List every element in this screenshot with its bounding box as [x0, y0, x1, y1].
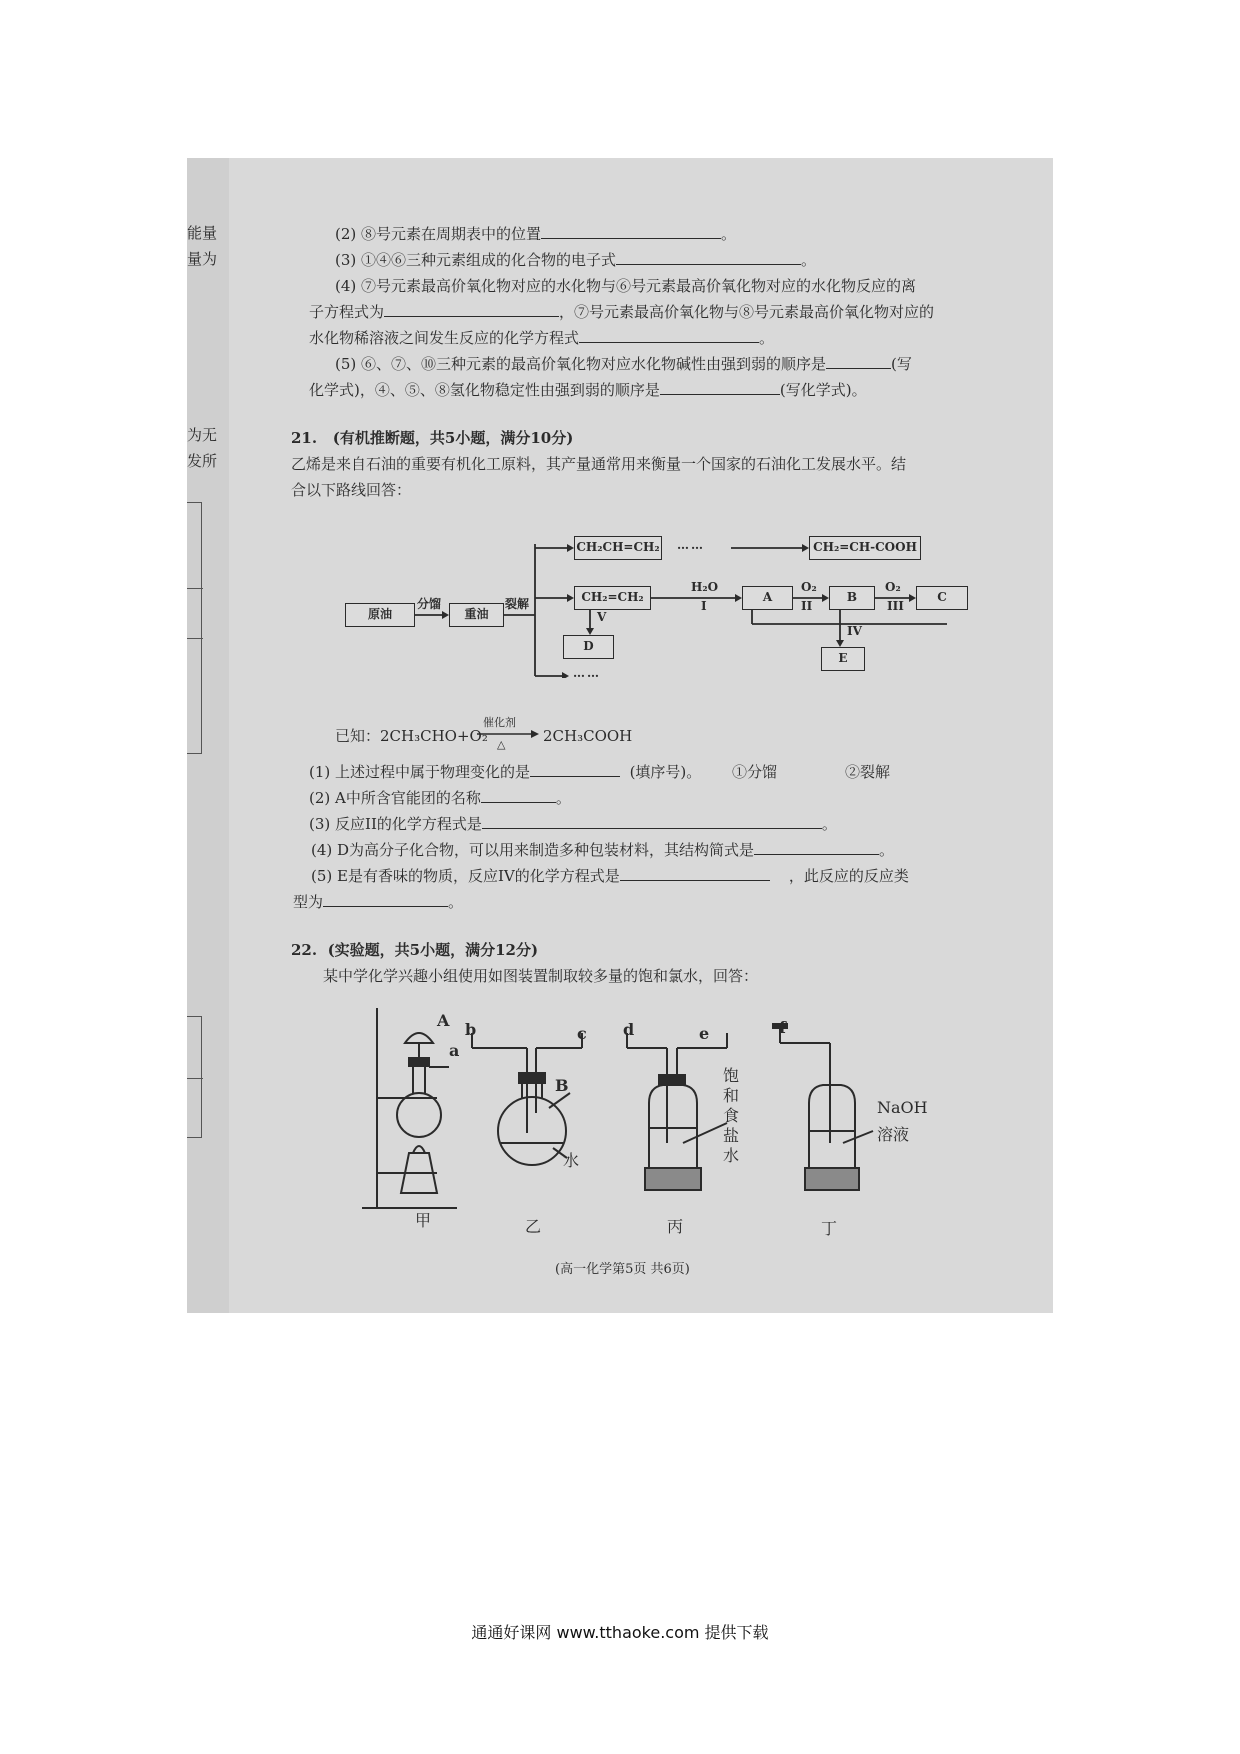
q21-sub5-text: ，此反应的反应类	[788, 867, 909, 885]
cracking-label: 裂解	[505, 597, 530, 611]
edge-text-4: 发所	[187, 452, 218, 470]
label-b: b	[465, 1020, 477, 1039]
label-B: B	[555, 1076, 569, 1095]
caption-yi: 乙	[525, 1217, 542, 1236]
answer-blank	[754, 840, 879, 855]
caption-ding: 丁	[821, 1219, 838, 1238]
step-ii-label: II	[801, 599, 813, 613]
label-brine: 饱和食盐水	[723, 1066, 740, 1165]
compound-b-box: B	[829, 586, 875, 610]
compound-d-box: D	[563, 635, 614, 659]
label-e: e	[699, 1024, 710, 1043]
water-reagent: H₂O	[691, 580, 719, 594]
heavy-oil-box: 重油	[449, 603, 504, 627]
propene-box: CH₂CH=CH₂	[574, 536, 662, 560]
compound-e-box: E	[821, 647, 865, 671]
q21-intro-line2: 合以下路线回答：	[291, 481, 412, 499]
edge-text-3: 为无	[187, 426, 218, 444]
q21-sub5-text: 。	[448, 893, 464, 911]
site-footer: 通通好课网 www.tthaoke.com 提供下载	[471, 1623, 769, 1642]
q21-sub5-text: (5) E是有香味的物质，反应IV的化学方程式是	[311, 867, 620, 885]
q21-sub4-text: 。	[879, 841, 895, 859]
q20-part4-line3: 水化物稀溶液之间发生反应的化学方程式 。	[309, 329, 775, 347]
compound-c-box: C	[916, 586, 968, 610]
q21-sub5-line2	[293, 892, 463, 912]
label-f: f	[779, 1018, 786, 1037]
q21-header: (有机推断题，共5小题，满分10分)	[332, 429, 574, 447]
q21-sub1-text: (1) 上述过程中属于物理变化的是	[309, 763, 531, 781]
q20-part2: (2) ⑧号元素在周期表中的位置 。	[335, 225, 737, 243]
q20-part3: (3) ①④⑥三种元素组成的化合物的电子式 。	[335, 251, 817, 269]
q20-part3-text: (3) ①④⑥三种元素组成的化合物的电子式	[335, 251, 617, 269]
ethene-box: CH₂=CH₂	[574, 586, 651, 610]
option-cracking: ②裂解	[845, 763, 891, 781]
step-iv-label: IV	[847, 624, 862, 638]
step-v-label: V	[597, 610, 607, 624]
step-i-label: I	[701, 599, 707, 613]
q22-number: 22.	[291, 941, 318, 959]
oxygen-reagent-2: O₂	[885, 580, 901, 594]
oxygen-reagent-1: O₂	[801, 580, 817, 594]
label-a: a	[449, 1041, 460, 1060]
q20-part2-text: (2) ⑧号元素在周期表中的位置	[335, 225, 542, 243]
known-reactants: 已知：2CH₃CHO+O₂	[335, 727, 488, 745]
q21-sub1-text: (填序号)。	[629, 763, 702, 781]
answer-blank	[620, 866, 770, 881]
label-c: c	[577, 1024, 587, 1043]
known-product: 2CH₃COOH	[543, 727, 633, 745]
q21-flowchart	[187, 158, 1053, 678]
q21-sub5-line1	[311, 866, 909, 886]
label-naoh: NaOH	[877, 1098, 928, 1117]
compound-a-box: A	[742, 586, 793, 610]
edge-text-1: 能量	[187, 224, 218, 242]
ellipsis-1: ……	[677, 538, 705, 552]
q20-part5-text: (5) ⑥、⑦、⑩三种元素的最高价氧化物对应水化物碱性由强到弱的顺序是	[335, 355, 827, 373]
edge-text-2: 量为	[187, 250, 218, 268]
q20-part4-text: 子方程式为	[309, 303, 385, 321]
q21-sub4	[311, 840, 894, 860]
q20-part5-text: (写化学式)。	[779, 381, 867, 399]
q21-sub2-text: 。	[555, 789, 571, 807]
reaction-arrow-icon	[477, 726, 539, 746]
answer-blank	[530, 762, 620, 777]
answer-blank	[482, 814, 822, 829]
option-fractionation: ①分馏	[732, 763, 778, 781]
q22-heading	[291, 940, 538, 960]
caption-bing: 丙	[667, 1217, 684, 1236]
q20-part4-text: ，⑦号元素最高价氧化物与⑧号元素最高价氧化物对应的	[559, 303, 935, 321]
exam-page-number: (高一化学第5页 共6页)	[555, 1262, 690, 1277]
q21-sub2	[309, 788, 571, 808]
acrylic-acid-box: CH₂=CH-COOH	[809, 536, 921, 560]
q21-sub3-text: 。	[821, 815, 837, 833]
q21-sub2-text: (2) A中所含官能团的名称	[309, 789, 481, 807]
q22-intro: 某中学化学兴趣小组使用如图装置制取较多量的饱和氯水，回答：	[323, 967, 759, 985]
label-d: d	[623, 1020, 635, 1039]
step-iii-label: III	[887, 599, 904, 613]
label-A: A	[437, 1011, 450, 1030]
label-water: 水	[563, 1151, 580, 1170]
label-solution: 溶液	[877, 1125, 910, 1144]
q21-sub3-text: (3) 反应II的化学方程式是	[309, 815, 482, 833]
heat-label: △	[497, 738, 506, 751]
q20-part4-text: 水化物稀溶液之间发生反应的化学方程式	[309, 329, 580, 347]
crude-oil-box: 原油	[345, 603, 415, 627]
known-reaction	[335, 726, 488, 746]
answer-blank	[481, 788, 556, 803]
ellipsis-2: ……	[573, 666, 601, 680]
q21-intro-line1: 乙烯是来自石油的重要有机化工原料，其产量通常用来衡量一个国家的石油化工发展水平。结	[291, 455, 907, 473]
q21-sub3	[309, 814, 837, 834]
scanned-exam-page	[187, 158, 1053, 1313]
caption-jia: 甲	[415, 1211, 432, 1230]
q21-sub5-text: 型为	[293, 893, 324, 911]
answer-blank	[323, 892, 448, 907]
q21-sub1	[309, 762, 701, 782]
catalyst-label: 催化剂	[483, 716, 516, 729]
reaction-arrow	[477, 714, 539, 754]
q21-number: 21.	[291, 429, 318, 447]
q21-sub4-text: (4) D为高分子化合物，可以用来制造多种包装材料，其结构简式是	[311, 841, 755, 859]
q22-header: (实验题，共5小题，满分12分)	[327, 941, 539, 959]
q20-part5-text: (写	[891, 355, 912, 373]
fractionation-label: 分馏	[417, 597, 442, 611]
q20-part5-text: 化学式)，④、⑤、⑧氢化物稳定性由强到弱的顺序是	[309, 381, 660, 399]
lab-apparatus-figure	[187, 1003, 1053, 1233]
q20-part4-line1: (4) ⑦号元素最高价氧化物对应的水化物与⑥号元素最高价氧化物对应的水化物反应的离	[335, 277, 917, 295]
